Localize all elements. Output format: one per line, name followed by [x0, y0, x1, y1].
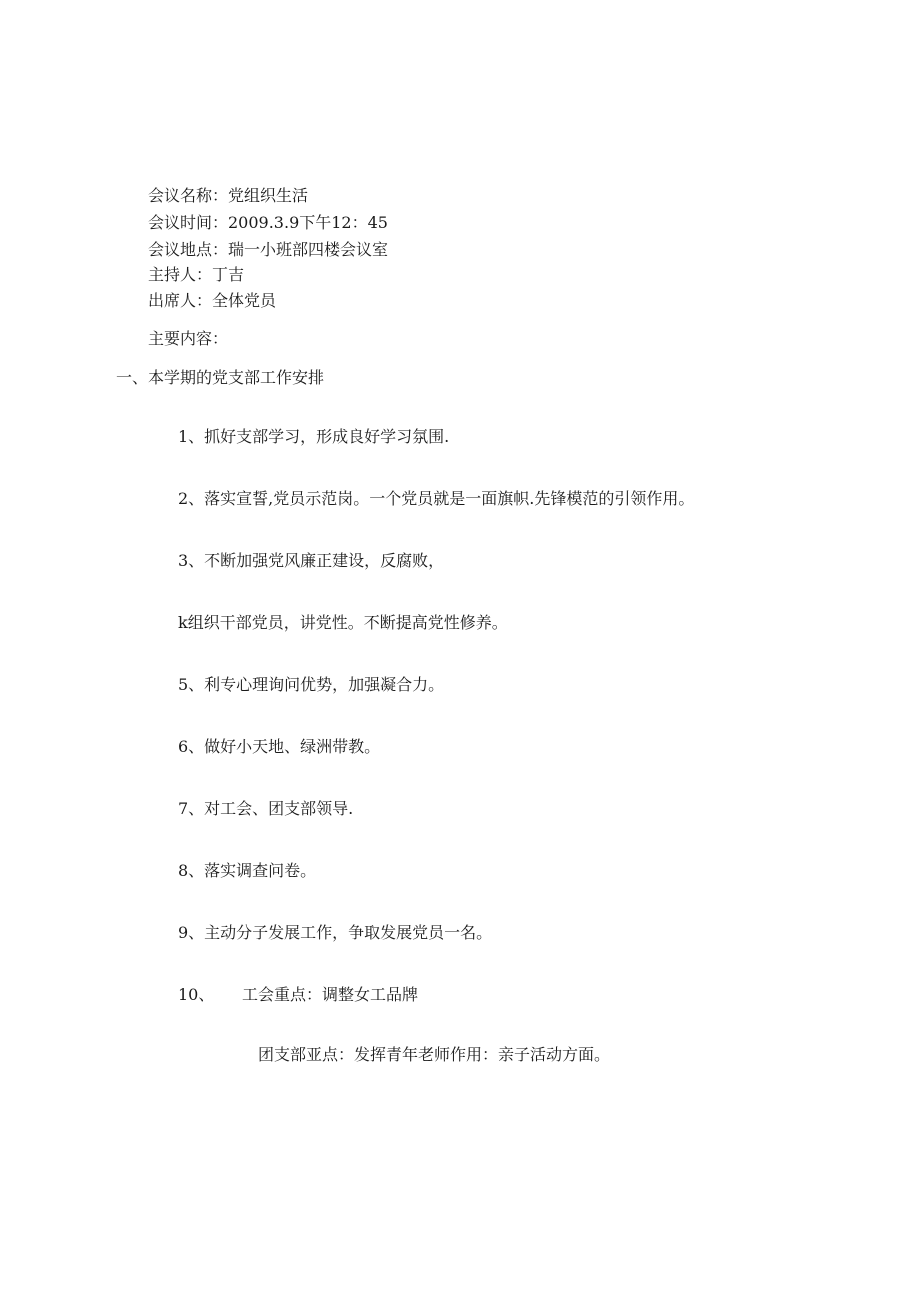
list-item: 5、利专心理询问优势，加强凝合力。 [178, 675, 445, 694]
list-item: 6、做好小天地、绿洲带教。 [178, 737, 381, 756]
meeting-host: 主持人：丁吉 [148, 265, 245, 284]
section-title: 一、本学期的党支部工作安排 [116, 368, 325, 387]
content-heading: 主要内容： [148, 329, 229, 348]
list-item: 7、对工会、团支部领导. [178, 799, 354, 818]
list-item: k组织干部党员，讲党性。不断提高党性修养。 [178, 613, 508, 632]
list-item-10 [178, 985, 419, 1005]
list-item: 1、抓好支部学习，形成良好学习氛围. [178, 427, 450, 446]
meeting-name: 会议名称：党组织生活 [148, 186, 309, 205]
meeting-place: 会议地点：瑞一小班部四楼会议室 [148, 240, 389, 259]
meeting-time: 会议时间：2009.3.9下午12：45 [148, 213, 388, 232]
list-item: 2、落实宣誓,党员示范岗。一个党员就是一面旗帜.先锋模范的引领作用。 [178, 489, 695, 508]
item-number: 10、 [178, 985, 215, 1004]
list-item: 8、落实调查问卷。 [178, 861, 317, 880]
list-item: 9、主动分子发展工作，争取发展党员一名。 [178, 923, 493, 942]
meeting-attendees: 出席人：全体党员 [148, 291, 277, 310]
item-text: 工会重点：调整女工品牌 [242, 985, 419, 1004]
list-item-sub: 团支部亚点：发挥青年老师作用：亲子活动方面。 [258, 1045, 611, 1064]
list-item: 3、不断加强党风廉正建设，反腐败， [178, 551, 445, 570]
